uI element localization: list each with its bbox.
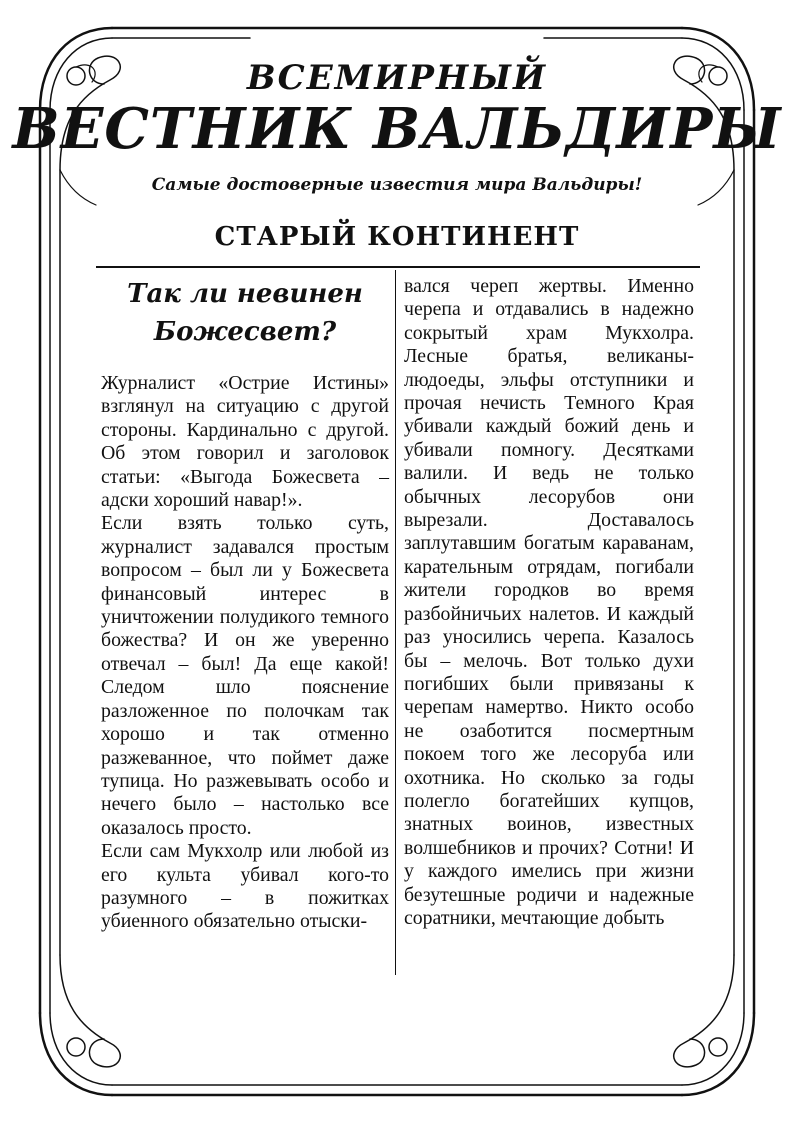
- paragraph: Если взять только суть, журналист задавался простым вопросом – был ли у Божесвета финансовый интерес в уничтожении полудикого темного божества? И он же уверенно отвечал – был! Да еще какой! Следом шло пояснение разложенное по полочкам так хорошо и так отменно разжеванное, что поймет даже тупица. Но разжевывать особо и нечего было – настолько все оказалось просто.: [101, 512, 389, 839]
- article-column-right: [404, 275, 694, 930]
- masthead-title: ВЕСТНИК ВАЛЬДИРЫ: [12, 96, 782, 162]
- article-headline: [100, 275, 390, 351]
- section-title: СТАРЫЙ КОНТИНЕНТ: [214, 222, 580, 252]
- paragraph: вался череп жертвы. Именно черепа и отдавались в надежно сокрытый храм Мукхолра. Лесные братья, великаны-людоеды, эльфы отступники и прочая нечисть Темного Края убивали каждый божий день и убивали помногу. Десятками валили. И ведь не только обычных лесорубов они вырезали. Доставалось заплутавшим богатым караванам, карательным отрядам, погибали жители городков во время разбойничьих налетов. И каждый раз уносились черепа. Казалось бы – мелочь. Вот только духи погибших были привязаны к черепам намертво. Никто особо не озаботится посмертным покоем того же лесоруба или охотника. Но сколько за годы полегло богатейших купцов, знатных воинов, известных волшебников и прочих? Сотни! И у каждого имелись при жизни безутешные родичи и надежные соратники, мечтающие добыть: [404, 275, 694, 929]
- headline-line-1: Так ли невинен: [127, 279, 363, 309]
- column-divider: [395, 270, 396, 975]
- header-rule: [96, 266, 700, 268]
- article-column-left: [101, 372, 389, 934]
- paragraph: Журналист «Острие Истины» взглянул на ситуацию с другой стороны. Кардинально с другой. Об этом говорил и заголовок статьи: «Выгода Божесвета – адски хороший навар!».: [101, 372, 389, 512]
- paragraph: Если сам Мукхолр или любой из его культа убивал кого-то разумного – в пожитках убиенного обязательно отыски-: [101, 840, 389, 933]
- masthead-top-word: ВСЕМИРНЫЙ: [246, 58, 548, 98]
- headline-line-2: Божесвет?: [153, 317, 337, 347]
- masthead-tagline: Самые достоверные известия мира Вальдиры!: [151, 175, 643, 195]
